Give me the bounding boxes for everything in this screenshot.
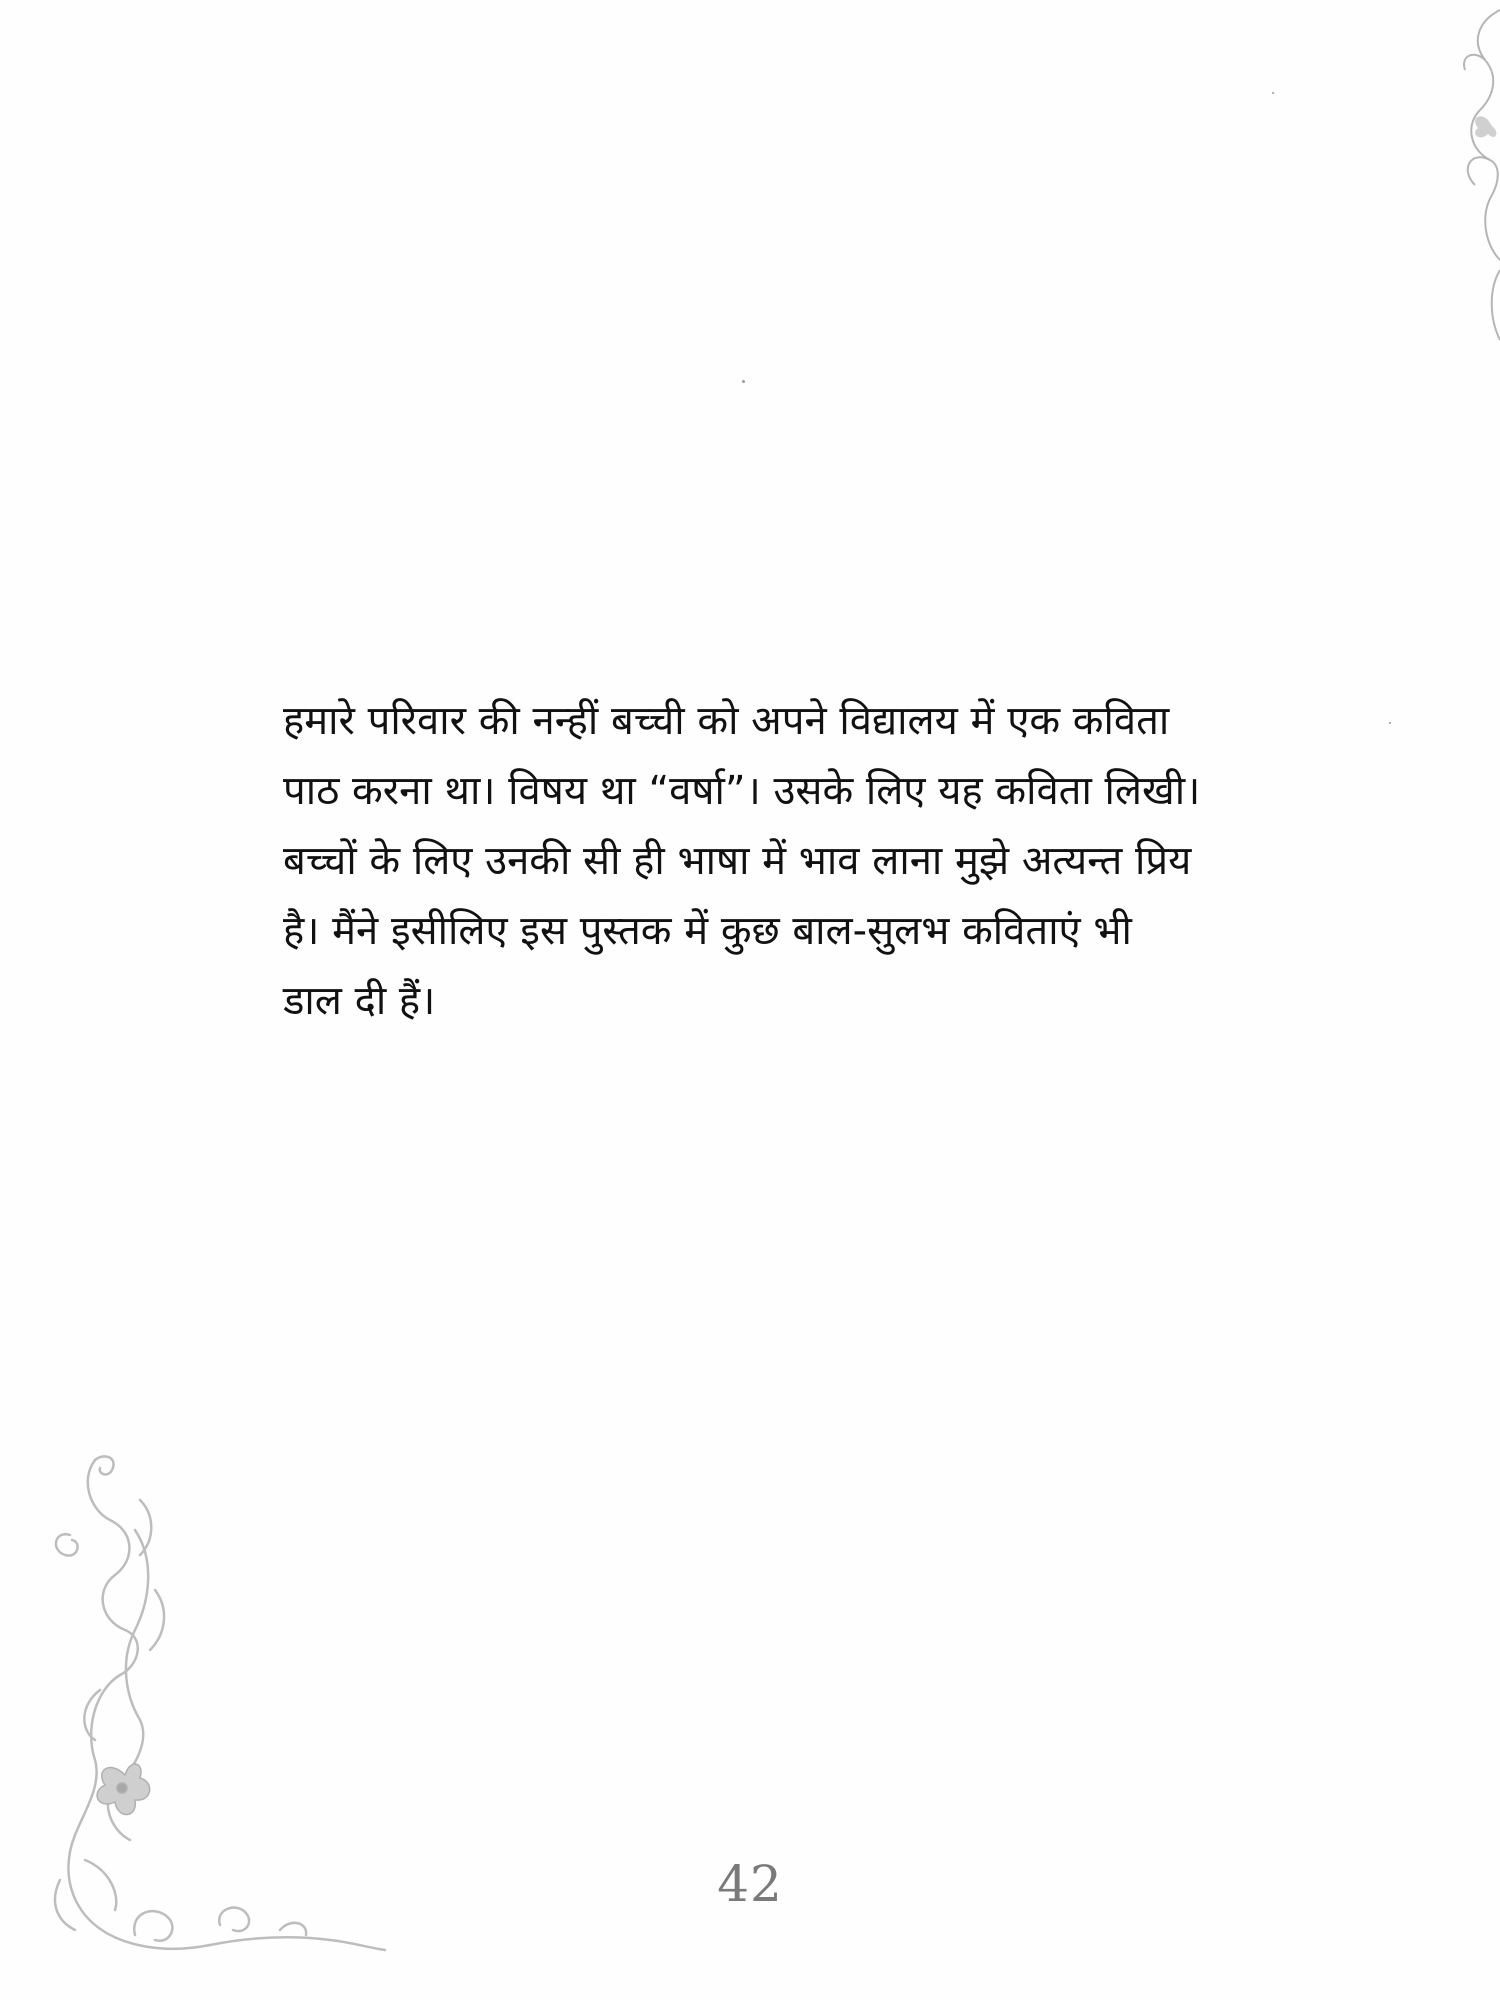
paragraph xyxy=(283,686,1383,1036)
scan-speck xyxy=(1389,722,1391,724)
paragraph-line: है। मैंने इसीलिए इस पुस्तक में कुछ बाल-सुलभ कविताएं भी xyxy=(283,908,1132,954)
paragraph-line: पाठ करना था। विषय था “वर्षा”। उसके लिए यह कविता लिखी। xyxy=(283,768,1201,814)
paragraph-line: बच्चों के लिए उनकी सी ही भाषा में भाव लाना मुझे अत्यन्त प्रिय xyxy=(283,838,1192,884)
corner-flourish-top-right xyxy=(1440,0,1500,380)
paragraph-line: हमारे परिवार की नन्हीं बच्ची को अपने विद्यालय में एक कविता xyxy=(283,698,1170,744)
scan-speck xyxy=(1272,92,1274,94)
paragraph-line: डाल दी हैं। xyxy=(283,978,436,1024)
page-number: 42 xyxy=(717,1855,783,1913)
scan-speck xyxy=(742,380,745,383)
